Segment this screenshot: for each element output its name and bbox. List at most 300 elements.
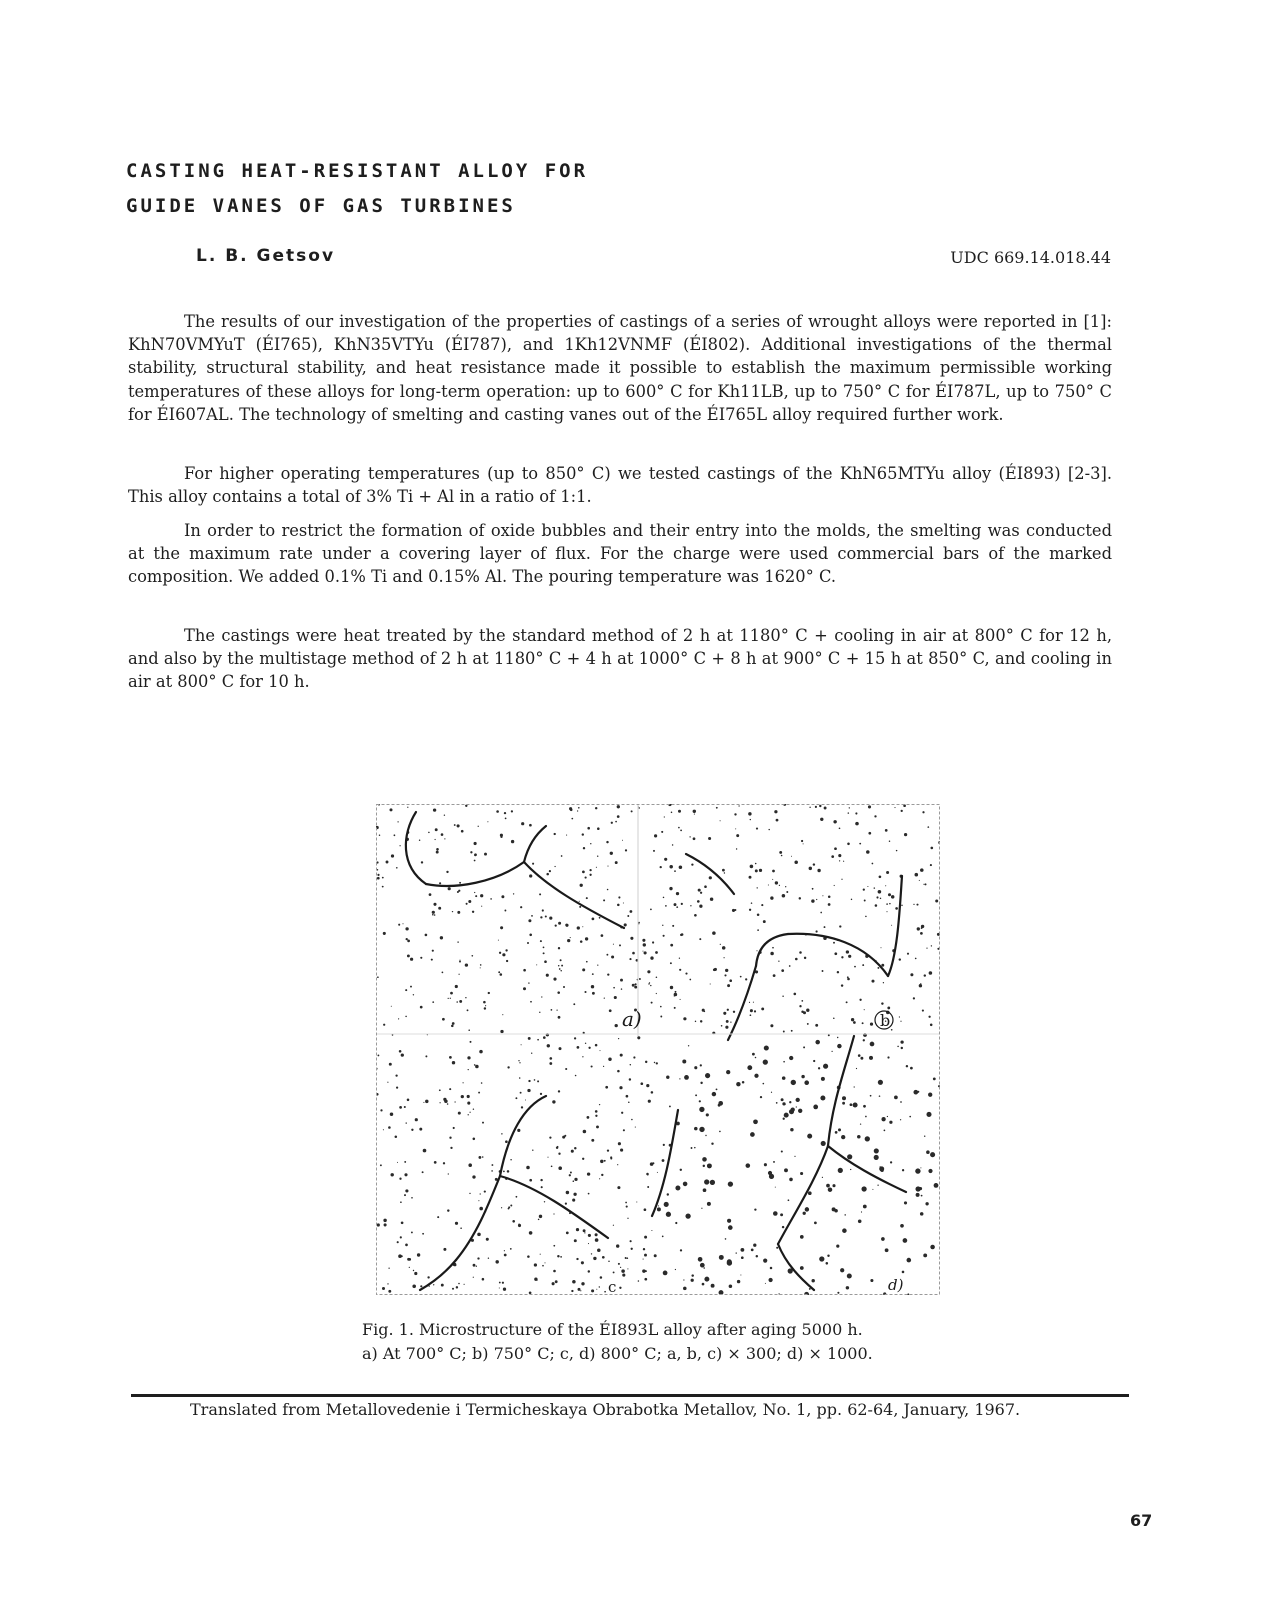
precipitate-speck [862, 964, 864, 966]
precipitate-speck [807, 1134, 812, 1139]
precipitate-speck [409, 1267, 410, 1268]
precipitate-speck [819, 1256, 824, 1261]
precipitate-speck [803, 1011, 806, 1014]
precipitate-speck [679, 866, 683, 870]
precipitate-speck [784, 1168, 788, 1172]
precipitate-speck [719, 1131, 721, 1133]
precipitate-speck [592, 992, 595, 995]
precipitate-speck [619, 1287, 621, 1289]
precipitate-speck [383, 1024, 385, 1026]
precipitate-speck [500, 926, 503, 929]
precipitate-speck [675, 1186, 680, 1191]
precipitate-speck [833, 1017, 835, 1019]
precipitate-speck [404, 1106, 406, 1108]
precipitate-speck [816, 899, 817, 900]
precipitate-speck [527, 1089, 530, 1092]
precipitate-speck [921, 927, 923, 929]
precipitate-speck [432, 914, 434, 916]
precipitate-speck [869, 1056, 873, 1060]
precipitate-speck [558, 965, 559, 966]
precipitate-speck [384, 1223, 387, 1226]
precipitate-speck [579, 901, 580, 902]
precipitate-speck [919, 984, 922, 987]
precipitate-speck [449, 1088, 451, 1090]
precipitate-speck [496, 810, 499, 813]
precipitate-speck [459, 960, 460, 961]
precipitate-speck [803, 843, 804, 844]
precipitate-speck [540, 1254, 541, 1255]
precipitate-speck [874, 1148, 879, 1153]
precipitate-speck [726, 1020, 729, 1023]
precipitate-speck [650, 985, 651, 986]
precipitate-speck [703, 1188, 707, 1192]
paragraph-4: The castings were heat treated by the standard method of 2 h at 1180° C + cooling in air at 800° C for 12 h, and also by the multistage method of 2 h at 1180° C + 4 h at 1000° C + 8 h at 900° C + 15 h at 850° C, and cooling in air at 800° C for 10 h. [128, 626, 1112, 692]
precipitate-speck [473, 1138, 476, 1141]
precipitate-speck [412, 1285, 416, 1289]
precipitate-speck [789, 1178, 793, 1182]
precipitate-speck [685, 973, 687, 975]
precipitate-speck [377, 976, 379, 978]
precipitate-speck [607, 889, 609, 891]
precipitate-speck [722, 869, 725, 872]
precipitate-speck [749, 876, 752, 879]
precipitate-speck [650, 909, 652, 911]
precipitate-speck [554, 866, 555, 867]
precipitate-speck [556, 1009, 557, 1010]
precipitate-speck [848, 812, 849, 813]
precipitate-speck [909, 1116, 911, 1118]
precipitate-speck [871, 980, 874, 983]
precipitate-speck [672, 844, 673, 845]
precipitate-speck [441, 1284, 444, 1287]
precipitate-speck [865, 1136, 870, 1141]
precipitate-speck [477, 1233, 481, 1237]
precipitate-speck [448, 887, 451, 890]
precipitate-speck [558, 1153, 560, 1155]
precipitate-speck [645, 1061, 647, 1063]
precipitate-speck [761, 904, 763, 906]
precipitate-speck [529, 934, 532, 937]
precipitate-speck [752, 1053, 755, 1056]
precipitate-speck [406, 938, 408, 940]
precipitate-speck [916, 1193, 920, 1197]
precipitate-speck [638, 922, 640, 924]
precipitate-speck [773, 1211, 778, 1216]
precipitate-speck [574, 1037, 576, 1039]
precipitate-speck [748, 812, 751, 815]
precipitate-speck [849, 807, 850, 808]
precipitate-speck [755, 1057, 757, 1059]
translation-footnote: Translated from Metallovedenie i Termicheskaya Obrabotka Metallov, No. 1, pp. 62-64, January, 1967. [190, 1400, 1021, 1419]
precipitate-speck [465, 997, 466, 998]
precipitate-speck [789, 965, 791, 967]
precipitate-speck [900, 1119, 901, 1120]
precipitate-speck [630, 1240, 632, 1242]
precipitate-speck [588, 1243, 589, 1244]
precipitate-speck [417, 1253, 420, 1256]
precipitate-speck [786, 891, 788, 893]
precipitate-speck [578, 807, 580, 809]
precipitate-speck [479, 1050, 483, 1054]
precipitate-speck [789, 1101, 791, 1103]
precipitate-speck [542, 1265, 544, 1267]
precipitate-speck [833, 942, 835, 944]
precipitate-speck [837, 1292, 839, 1294]
precipitate-speck [848, 955, 851, 958]
precipitate-speck [620, 1267, 621, 1268]
precipitate-speck [875, 904, 878, 907]
precipitate-speck [523, 987, 526, 990]
precipitate-speck [413, 1270, 414, 1271]
precipitate-speck [577, 1046, 580, 1049]
precipitate-speck [478, 1092, 480, 1094]
precipitate-speck [638, 1280, 640, 1282]
precipitate-speck [876, 896, 878, 898]
precipitate-speck [788, 1199, 790, 1201]
precipitate-speck [714, 968, 717, 971]
precipitate-speck [800, 1266, 804, 1270]
precipitate-speck [653, 850, 655, 852]
precipitate-speck [783, 1118, 785, 1120]
precipitate-speck [625, 849, 627, 851]
precipitate-speck [454, 1101, 455, 1102]
precipitate-speck [727, 1259, 732, 1264]
precipitate-speck [725, 969, 728, 972]
precipitate-speck [838, 1128, 841, 1131]
precipitate-speck [528, 982, 529, 983]
precipitate-speck [913, 904, 914, 905]
precipitate-speck [645, 1270, 647, 1272]
precipitate-speck [930, 1152, 935, 1157]
precipitate-speck [821, 1141, 826, 1146]
precipitate-speck [591, 1253, 592, 1254]
precipitate-speck [760, 1096, 762, 1098]
precipitate-speck [519, 1062, 520, 1063]
precipitate-speck [834, 820, 837, 823]
precipitate-speck [922, 811, 924, 813]
precipitate-speck [679, 969, 681, 971]
precipitate-speck [841, 956, 843, 958]
precipitate-speck [629, 958, 631, 960]
precipitate-speck [705, 1135, 706, 1136]
precipitate-speck [691, 1274, 693, 1276]
precipitate-speck [754, 1208, 756, 1210]
precipitate-speck [607, 1149, 609, 1151]
precipitate-speck [741, 1256, 744, 1259]
precipitate-speck [765, 1283, 766, 1284]
precipitate-speck [644, 1236, 647, 1239]
precipitate-speck [425, 934, 428, 937]
precipitate-speck [781, 855, 783, 857]
precipitate-speck [576, 1258, 578, 1260]
precipitate-speck [820, 1095, 825, 1100]
precipitate-speck [456, 1286, 458, 1288]
precipitate-speck [755, 863, 757, 865]
precipitate-speck [544, 1201, 545, 1202]
precipitate-speck [804, 1080, 809, 1085]
precipitate-speck [558, 1166, 562, 1170]
precipitate-speck [651, 1091, 654, 1094]
precipitate-speck [505, 949, 507, 951]
precipitate-speck [763, 1083, 765, 1085]
precipitate-speck [678, 827, 680, 829]
precipitate-speck [750, 1009, 753, 1012]
precipitate-speck [390, 1173, 393, 1176]
precipitate-speck [704, 1179, 709, 1184]
precipitate-speck [459, 1000, 462, 1003]
precipitate-speck [841, 1135, 845, 1139]
precipitate-speck [828, 896, 831, 899]
precipitate-speck [864, 1009, 865, 1010]
precipitate-speck [904, 1201, 907, 1204]
precipitate-speck [699, 1100, 701, 1102]
precipitate-speck [495, 1260, 498, 1263]
precipitate-speck [614, 996, 617, 999]
precipitate-speck [481, 906, 482, 907]
microstructure-image [376, 804, 940, 1295]
precipitate-speck [926, 948, 927, 949]
precipitate-speck [480, 1193, 481, 1194]
precipitate-speck [388, 1290, 391, 1293]
precipitate-speck [589, 874, 591, 876]
precipitate-speck [763, 920, 766, 923]
precipitate-speck [660, 866, 662, 868]
precipitate-speck [856, 1068, 857, 1069]
precipitate-speck [904, 833, 907, 836]
precipitate-speck [834, 885, 835, 886]
precipitate-speck [450, 998, 451, 999]
precipitate-speck [697, 900, 700, 903]
precipitate-speck [700, 1263, 705, 1268]
precipitate-speck [753, 1244, 756, 1247]
precipitate-speck [469, 1193, 470, 1194]
precipitate-speck [461, 1095, 464, 1098]
precipitate-speck [685, 1213, 690, 1218]
precipitate-speck [459, 882, 461, 884]
precipitate-speck [834, 847, 837, 850]
precipitate-speck [789, 1056, 793, 1060]
precipitate-speck [675, 1222, 677, 1224]
precipitate-speck [475, 1065, 479, 1069]
precipitate-speck [707, 1202, 711, 1206]
precipitate-speck [380, 1164, 382, 1166]
precipitate-speck [413, 994, 414, 995]
precipitate-speck [586, 897, 588, 899]
precipitate-speck [872, 1189, 873, 1190]
precipitate-speck [532, 863, 534, 865]
precipitate-speck [583, 1229, 586, 1232]
precipitate-speck [558, 922, 561, 925]
precipitate-speck [794, 1156, 795, 1157]
precipitate-speck [488, 992, 490, 994]
precipitate-speck [881, 1237, 885, 1241]
precipitate-speck [780, 1213, 783, 1216]
precipitate-speck [654, 1062, 655, 1063]
precipitate-speck [377, 877, 380, 880]
precipitate-speck [798, 1109, 802, 1113]
precipitate-speck [490, 898, 492, 900]
precipitate-speck [635, 1127, 636, 1128]
precipitate-speck [630, 910, 633, 913]
precipitate-speck [467, 1056, 470, 1059]
precipitate-speck [688, 1045, 689, 1046]
precipitate-speck [756, 1255, 758, 1257]
precipitate-speck [508, 1208, 510, 1210]
precipitate-speck [536, 964, 537, 965]
precipitate-speck [502, 1282, 504, 1284]
precipitate-speck [543, 947, 545, 949]
precipitate-speck [674, 993, 678, 997]
precipitate-speck [913, 1090, 918, 1095]
precipitate-speck [528, 1037, 531, 1040]
precipitate-speck [629, 1078, 631, 1080]
precipitate-speck [450, 992, 453, 995]
precipitate-speck [730, 1021, 731, 1022]
precipitate-speck [707, 1163, 712, 1168]
precipitate-speck [616, 1244, 619, 1247]
precipitate-speck [541, 996, 542, 997]
precipitate-speck [796, 1106, 797, 1107]
precipitate-speck [449, 1137, 451, 1139]
precipitate-speck [527, 1255, 530, 1258]
precipitate-speck [637, 1036, 640, 1039]
precipitate-speck [581, 1261, 584, 1264]
precipitate-speck [573, 1180, 575, 1182]
precipitate-speck [803, 1046, 805, 1048]
precipitate-speck [795, 958, 798, 961]
precipitate-speck [500, 836, 502, 838]
precipitate-speck [407, 1099, 410, 1102]
precipitate-speck [529, 874, 532, 877]
precipitate-speck [902, 1271, 905, 1274]
precipitate-speck [782, 1226, 784, 1228]
precipitate-speck [870, 1095, 872, 1097]
precipitate-speck [699, 938, 701, 940]
precipitate-speck [603, 899, 605, 901]
precipitate-speck [630, 1064, 631, 1065]
precipitate-speck [872, 863, 874, 865]
paragraph-1: The results of our investigation of the properties of castings of a series of wrought alloys were reported in [1]: KhN70VMYuT (ÉI765), KhN35VTYu (ÉI787), and 1Kh12VNMF (ÉI802). Additional investigations of the thermal stability, structural stability, and heat resistance made it possible to establish the maximum permissible working temperatures of these alloys for long-term operation: up to 600° C for Kh11LB, up to 750° C for ÉI787L, up to 750° C for ÉI607AL. The technology of smelting and casting vanes out of the ÉI765L alloy required further work. [128, 312, 1112, 424]
precipitate-speck [401, 1221, 404, 1224]
precipitate-speck [847, 978, 850, 981]
precipitate-speck [386, 861, 389, 864]
precipitate-speck [613, 1225, 614, 1226]
precipitate-speck [801, 1075, 804, 1078]
precipitate-speck [691, 863, 693, 865]
precipitate-speck [620, 979, 623, 982]
precipitate-speck [578, 1288, 581, 1291]
precipitate-speck [736, 848, 737, 849]
precipitate-speck [543, 952, 545, 954]
precipitate-speck [534, 1079, 536, 1081]
precipitate-speck [521, 1044, 522, 1045]
precipitate-speck [770, 1267, 773, 1270]
precipitate-speck [828, 1187, 833, 1192]
precipitate-speck [599, 917, 601, 919]
precipitate-speck [576, 1228, 579, 1231]
precipitate-speck [422, 1171, 424, 1173]
precipitate-speck [443, 1248, 446, 1251]
precipitate-speck [435, 828, 438, 831]
precipitate-speck [427, 1276, 429, 1278]
precipitate-speck [778, 961, 779, 962]
precipitate-speck [479, 1207, 483, 1211]
precipitate-speck [511, 840, 514, 843]
precipitate-speck [711, 1142, 713, 1144]
precipitate-speck [387, 1283, 388, 1284]
precipitate-speck [546, 974, 549, 977]
precipitate-speck [611, 955, 614, 958]
precipitate-speck [791, 1080, 796, 1085]
precipitate-speck [446, 871, 448, 873]
precipitate-speck [834, 1209, 838, 1213]
precipitate-speck [467, 1009, 469, 1011]
precipitate-speck [383, 1219, 386, 1222]
precipitate-speck [401, 1053, 404, 1056]
precipitate-speck [880, 1166, 881, 1167]
precipitate-speck [476, 1266, 477, 1267]
precipitate-speck [920, 983, 921, 984]
precipitate-speck [627, 1268, 628, 1269]
precipitate-speck [433, 808, 436, 811]
precipitate-speck [897, 1046, 899, 1048]
precipitate-speck [920, 1167, 921, 1168]
precipitate-speck [515, 1097, 517, 1099]
precipitate-speck [874, 887, 875, 888]
precipitate-speck [635, 983, 637, 985]
precipitate-speck [582, 833, 584, 835]
precipitate-speck [557, 1255, 559, 1257]
precipitate-speck [528, 919, 531, 922]
precipitate-speck [419, 1128, 422, 1131]
precipitate-speck [447, 1209, 449, 1211]
precipitate-speck [623, 902, 624, 903]
precipitate-speck [896, 850, 897, 851]
precipitate-speck [619, 1086, 622, 1089]
precipitate-speck [776, 1102, 778, 1104]
precipitate-speck [464, 1284, 465, 1285]
precipitate-speck [585, 937, 588, 940]
precipitate-speck [680, 934, 682, 936]
precipitate-speck [874, 1155, 879, 1160]
precipitate-speck [921, 1195, 923, 1197]
precipitate-speck [850, 1103, 853, 1106]
precipitate-speck [481, 1082, 483, 1084]
precipitate-speck [728, 1181, 733, 1186]
precipitate-speck [382, 877, 384, 879]
precipitate-speck [776, 1247, 778, 1249]
precipitate-speck [555, 1280, 558, 1283]
precipitate-speck [718, 1104, 721, 1107]
precipitate-speck [706, 1113, 709, 1116]
precipitate-speck [558, 1016, 561, 1019]
precipitate-speck [574, 1239, 577, 1242]
precipitate-speck [600, 1276, 603, 1279]
precipitate-speck [480, 894, 483, 897]
precipitate-speck [404, 1194, 406, 1196]
precipitate-speck [670, 962, 672, 964]
precipitate-speck [887, 1116, 888, 1117]
precipitate-speck [596, 1289, 597, 1290]
precipitate-speck [499, 1282, 501, 1284]
page-number: 67 [1130, 1511, 1153, 1530]
precipitate-speck [844, 1214, 846, 1216]
precipitate-speck [895, 907, 898, 910]
precipitate-speck [863, 1205, 867, 1209]
precipitate-speck [571, 818, 573, 820]
precipitate-speck [749, 1002, 750, 1003]
precipitate-speck [891, 895, 894, 898]
